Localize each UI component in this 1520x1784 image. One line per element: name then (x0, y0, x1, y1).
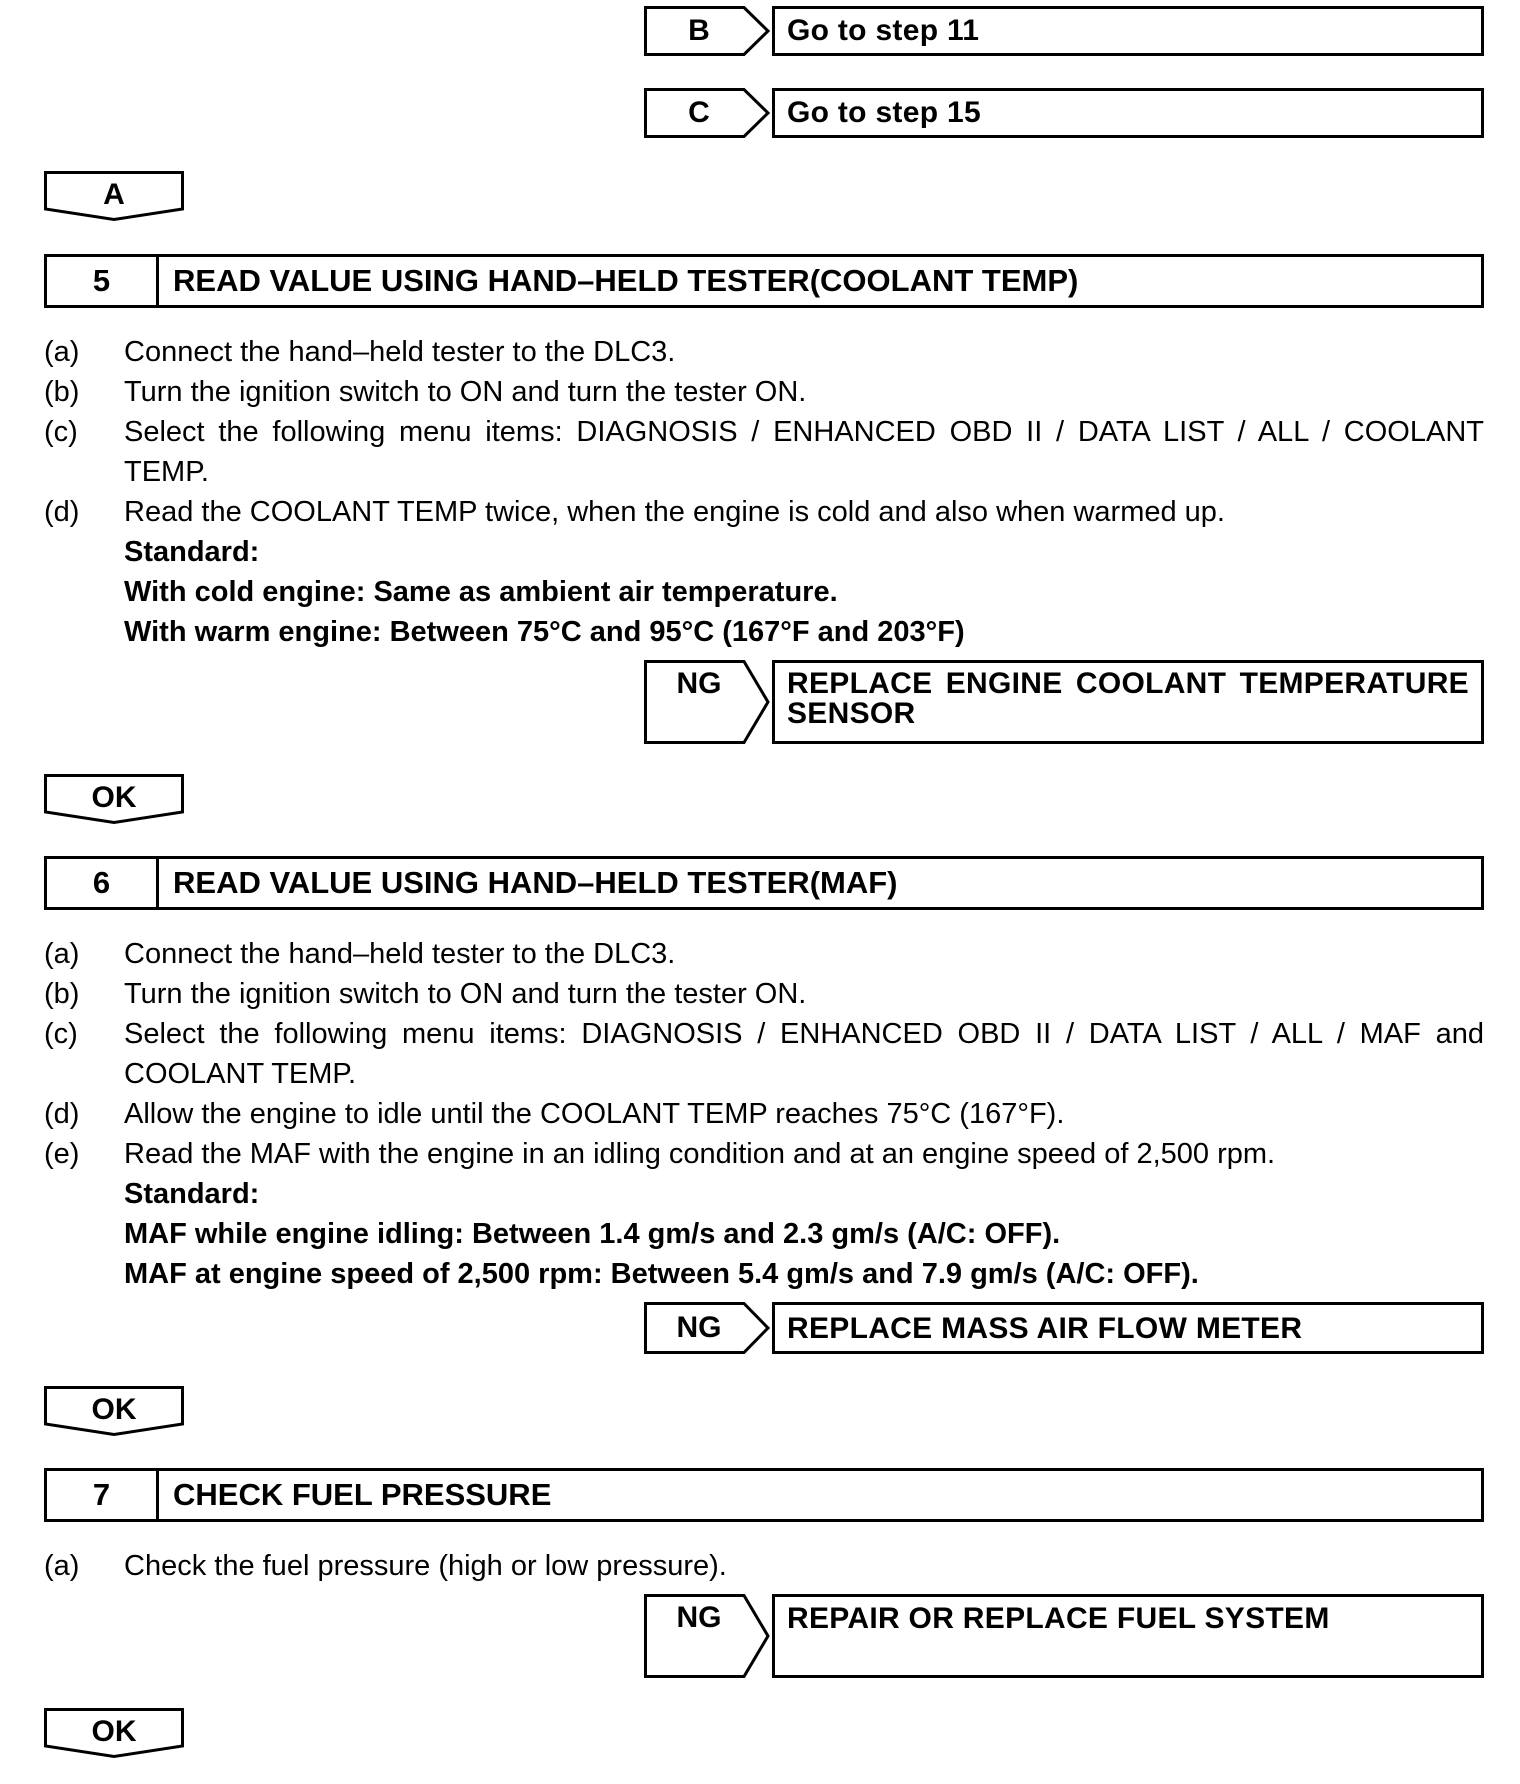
branch-label: NG (676, 667, 722, 700)
item-marker: (a) (44, 938, 80, 970)
branch-label: C (688, 96, 710, 129)
flow-tab-label: OK (91, 1715, 137, 1748)
ng-branch-6 (644, 1302, 1484, 1354)
step-title: CHECK FUEL PRESSURE (173, 1477, 552, 1512)
item-marker: (a) (44, 336, 80, 368)
item-marker: (d) (44, 1098, 80, 1130)
step-header-6 (44, 856, 1484, 910)
item-marker: (c) (44, 416, 78, 448)
branch-arrow-icon (644, 6, 772, 56)
branch-result: Go to step 11 (772, 6, 1484, 56)
standard-label: Standard: (124, 536, 260, 568)
flow-tab-ok (44, 1386, 184, 1436)
flow-tab-label: A (103, 178, 125, 211)
step-number: 7 (47, 1471, 159, 1519)
item-text: Read the COOLANT TEMP twice, when the engine is cold and also when warmed up. (124, 496, 1225, 528)
flow-tab-a (44, 171, 184, 221)
standard-value: MAF while engine idling: Between 1.4 gm/s and 2.3 gm/s (A/C: OFF). (124, 1218, 1061, 1250)
item-marker: (e) (44, 1138, 80, 1170)
branch-label: B (688, 14, 710, 47)
step-header-7 (44, 1468, 1484, 1522)
ng-branch-7 (644, 1594, 1484, 1678)
standard-value: With cold engine: Same as ambient air temperature. (124, 576, 838, 608)
step-number: 6 (47, 859, 159, 907)
standard-label: Standard: (124, 1178, 260, 1210)
item-text: Read the MAF with the engine in an idling condition and at an engine speed of 2,500 rpm. (124, 1138, 1276, 1170)
branch-result: Go to step 15 (772, 88, 1484, 138)
result-line: REPLACE ENGINE COOLANT TEMPERATURE (787, 667, 1469, 700)
item-text: Connect the hand–held tester to the DLC3. (124, 336, 676, 368)
ng-branch-5 (644, 660, 1484, 744)
item-text: Allow the engine to idle until the COOLANT TEMP reaches 75°C (167°F). (124, 1098, 1065, 1130)
result-line: SENSOR (787, 697, 916, 730)
branch-result: REPLACE MASS AIR FLOW METER (772, 1302, 1484, 1354)
branch-result: REPAIR OR REPLACE FUEL SYSTEM (772, 1594, 1484, 1678)
item-marker: (a) (44, 1550, 80, 1582)
item-marker: (d) (44, 496, 80, 528)
step-title: READ VALUE USING HAND–HELD TESTER(MAF) (173, 865, 898, 900)
item-marker: (b) (44, 978, 80, 1010)
branch-label: NG (676, 1601, 722, 1634)
step-number: 5 (47, 257, 159, 305)
item-text: TEMP. (124, 456, 209, 488)
branch-arrow-icon (644, 1594, 772, 1678)
item-text: Turn the ignition switch to ON and turn the tester ON. (124, 978, 807, 1010)
branch-c (644, 88, 1484, 138)
step-header-5 (44, 254, 1484, 308)
item-text: Select the following menu items: DIAGNOSIS / ENHANCED OBD II / DATA LIST / ALL / COOLANT (124, 416, 1484, 448)
branch-label: NG (676, 1311, 722, 1344)
item-text: COOLANT TEMP. (124, 1058, 357, 1090)
flow-tab-label: OK (91, 781, 137, 814)
flow-tab-ok (44, 1708, 184, 1758)
item-text: Select the following menu items: DIAGNOSIS / ENHANCED OBD II / DATA LIST / ALL / MAF and (124, 1018, 1484, 1050)
branch-arrow-icon (644, 88, 772, 138)
item-text: Connect the hand–held tester to the DLC3. (124, 938, 676, 970)
flow-tab-ok (44, 774, 184, 824)
branch-b (644, 6, 1484, 56)
item-text: Turn the ignition switch to ON and turn the tester ON. (124, 376, 807, 408)
branch-arrow-icon (644, 1302, 772, 1354)
branch-result (772, 660, 1484, 744)
flow-tab-label: OK (91, 1393, 137, 1426)
item-marker: (c) (44, 1018, 78, 1050)
step-title: READ VALUE USING HAND–HELD TESTER(COOLANT TEMP) (173, 263, 1079, 298)
item-marker: (b) (44, 376, 80, 408)
standard-value: MAF at engine speed of 2,500 rpm: Between 5.4 gm/s and 7.9 gm/s (A/C: OFF). (124, 1258, 1199, 1290)
item-text: Check the fuel pressure (high or low pressure). (124, 1550, 727, 1582)
standard-value: With warm engine: Between 75°C and 95°C (167°F and 203°F) (124, 616, 965, 648)
branch-arrow-icon (644, 660, 772, 744)
